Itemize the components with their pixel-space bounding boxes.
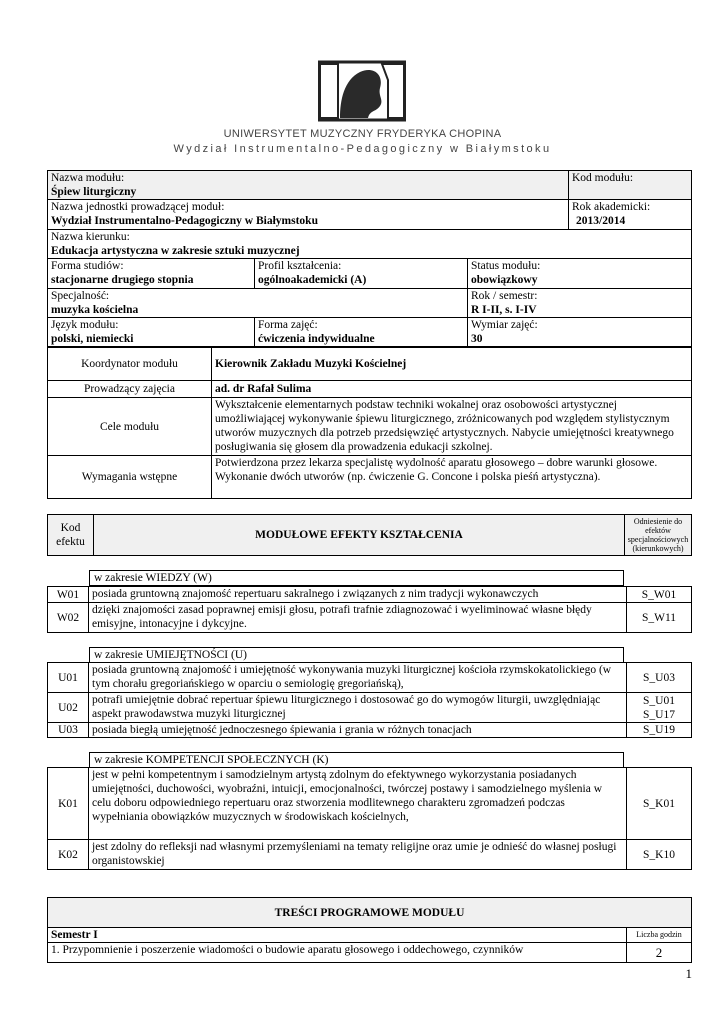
knowledge-table <box>47 586 692 633</box>
program-contents-table <box>47 897 692 963</box>
module-code-label: Kod modułu: <box>572 172 634 184</box>
semester-label: Semestr I <box>48 928 627 943</box>
field-label: Nazwa kierunku: <box>51 231 130 243</box>
year-semester-cell <box>468 289 692 318</box>
hours-header: Liczba godzin <box>627 928 692 943</box>
content-item: 1. Przypomnienie i poszerzenie wiadomości o budowie aparatu głosowego i oddechowego, czynników <box>48 943 627 963</box>
outcome-code: U03 <box>48 723 89 738</box>
outcome-text: jest zdolny do refleksji nad własnymi przemyśleniami na tematy religijne oraz umie je odnieść do własnej posługi organistowskiej <box>89 840 627 870</box>
content-hours: 2 <box>627 943 692 963</box>
university-logo <box>318 60 406 122</box>
hours-cell <box>468 318 692 347</box>
teacher-label: Prowadzący zajęcia <box>48 381 212 398</box>
faculty-name: Wydział Instrumentalno-Pedagogiczny w Białymstoku <box>173 143 552 155</box>
outcome-text: posiada gruntowną znajomość i umiejętność wykonywania muzyki liturgicznej kościoła rzymskokatolickiego (w tym chorału gregoriańskiego w oparciu o semiologię gregoriańską), <box>89 663 627 693</box>
outcome-code: W01 <box>48 587 89 603</box>
social-section-label: w zakresie KOMPETENCJI SPOŁECZNYCH (K) <box>89 752 624 768</box>
reference-header: Odniesienie do efektów specjalnościowych (kierunkowych) <box>625 515 692 556</box>
outcome-code: K01 <box>48 768 89 840</box>
teacher-value: ad. dr Rafał Sulima <box>212 381 692 398</box>
module-name-value: Śpiew liturgiczny <box>51 186 137 198</box>
module-code-cell <box>569 171 692 200</box>
table-row <box>48 663 692 693</box>
table-row <box>48 603 692 633</box>
year-cell <box>569 200 692 230</box>
prerequisites-label: Wymagania wstępne <box>48 456 212 499</box>
outcome-ref: S_W11 <box>627 603 692 633</box>
outcome-text: dzięki znajomości zasad poprawnej emisji głosu, potrafi trafnie zdiagnozować i wyeliminować własne błędy emisyjne, intonacyjne i dykcyjne. <box>89 603 627 633</box>
unit-value: Wydział Instrumentalno-Pedagogiczny w Białymstoku <box>51 215 318 227</box>
year-label: Rok akademicki: <box>572 201 651 213</box>
outcome-text: jest w pełni kompetentnym i samodzielnym artystą zdolnym do efektywnego wykorzystania posiadanych umiejętności, duchowości, wyobraźni, intuicji, emocjonalności, twórczej postawy i samodzielnego myślenia w celu doboru odpowiedniego repertuaru oraz stworzenia modlitewnego charakteru zgromadzeń podczas wypełniania obowiązków muzycznych w środowiskach kościelnych, <box>89 768 627 840</box>
table-row <box>48 768 692 840</box>
knowledge-section-label: w zakresie WIEDZY (W) <box>89 570 624 586</box>
year-value: 2013/2014 <box>576 215 626 227</box>
table-row <box>48 693 692 723</box>
outcome-ref: S_U03 <box>627 663 692 693</box>
goals-label: Cele modułu <box>48 398 212 456</box>
unit-label: Nazwa jednostki prowadzącej moduł: <box>51 201 225 213</box>
coordinator-label: Koordynator modułu <box>48 348 212 381</box>
outcome-code: W02 <box>48 603 89 633</box>
university-name: UNIWERSYTET MUZYCZNY FRYDERYKA CHOPINA <box>223 128 502 140</box>
field-value: Edukacja artystyczna w zakresie sztuki muzycznej <box>51 245 300 257</box>
class-form-value: ćwiczenia indywidualne <box>258 333 375 345</box>
outcome-code: U01 <box>48 663 89 693</box>
field-cell <box>48 230 692 259</box>
status-label: Status modułu: <box>471 260 541 272</box>
prerequisites-value: Potwierdzona przez lekarza specjalistę wydolność aparatu głosowego – dobre warunki głosowe. Wykonanie dwóch utworów (np. ćwiczenie G. Concone i polska pieśń artystyczna). <box>212 456 692 499</box>
outcome-ref: S_W01 <box>627 587 692 603</box>
study-form-cell <box>48 259 255 289</box>
table-row <box>48 840 692 870</box>
outcome-ref: S_U19 <box>627 723 692 738</box>
status-cell <box>468 259 692 289</box>
outcome-ref: S_U01 S_U17 <box>627 693 692 723</box>
language-cell <box>48 318 255 347</box>
year-semester-value: R I-II, s. I-IV <box>471 304 537 316</box>
code-header: Kod efektu <box>48 515 94 556</box>
hours-value: 30 <box>471 333 483 345</box>
hours-label: Wymiar zajęć: <box>471 319 538 331</box>
outcome-text: posiada gruntowną znajomość repertuaru sakralnego i związanych z nim tradycji wykonawczych <box>89 587 627 603</box>
study-form-value: stacjonarne drugiego stopnia <box>51 274 194 286</box>
module-details-table <box>47 347 692 499</box>
skills-section-label: w zakresie UMIEJĘTNOŚCI (U) <box>89 647 624 663</box>
module-name-cell <box>48 171 569 200</box>
profile-label: Profil kształcenia: <box>258 260 342 272</box>
outcome-ref: S_K01 <box>627 768 692 840</box>
specialty-label: Specjalność: <box>51 290 110 302</box>
study-form-label: Forma studiów: <box>51 260 124 272</box>
status-value: obowiązkowy <box>471 274 538 286</box>
outcomes-title: MODUŁOWE EFEKTY KSZTAŁCENIA <box>94 515 625 556</box>
module-info-table <box>47 170 692 347</box>
profile-cell <box>255 259 468 289</box>
outcome-text: potrafi umiejętnie dobrać repertuar śpiewu liturgicznego i dostosować go do wymogów liturgii, uwzględniając aspekt prawodawstwa muzyki liturgicznej <box>89 693 627 723</box>
year-semester-label: Rok / semestr: <box>471 290 538 302</box>
unit-cell <box>48 200 569 230</box>
outcome-code: K02 <box>48 840 89 870</box>
class-form-label: Forma zajęć: <box>258 319 318 331</box>
module-name-label: Nazwa modułu: <box>51 172 125 184</box>
skills-table <box>47 662 692 738</box>
profile-value: ogólnoakademicki (A) <box>258 274 367 286</box>
coordinator-value: Kierownik Zakładu Muzyki Kościelnej <box>212 348 692 381</box>
outcomes-header-table <box>47 514 692 556</box>
outcome-ref: S_K10 <box>627 840 692 870</box>
class-form-cell <box>255 318 468 347</box>
outcome-code: U02 <box>48 693 89 723</box>
social-table <box>47 767 692 870</box>
contents-title: TREŚCI PROGRAMOWE MODUŁU <box>48 898 692 928</box>
specialty-value: muzyka kościelna <box>51 304 139 316</box>
table-row <box>48 723 692 738</box>
specialty-cell <box>48 289 468 318</box>
page-number: 1 <box>685 966 692 981</box>
table-row <box>48 943 692 963</box>
outcome-text: posiada biegłą umiejętność jednoczesnego śpiewania i grania w różnych tonacjach <box>89 723 627 738</box>
language-label: Język modułu: <box>51 319 119 331</box>
language-value: polski, niemiecki <box>51 333 134 345</box>
goals-value: Wykształcenie elementarnych podstaw techniki wokalnej oraz osobowości artystycznej umożliwiającej wykonywanie śpiewu liturgicznego, zróżnicowanych pod względem stylistycznym utworów muzycznych dla potrzeb przedsięwzięć artystycznych. Nabycie umiejętności kreatywnego posługiwania się głosem dla prowadzenia edukacji szkolnej. <box>212 398 692 456</box>
table-row <box>48 587 692 603</box>
